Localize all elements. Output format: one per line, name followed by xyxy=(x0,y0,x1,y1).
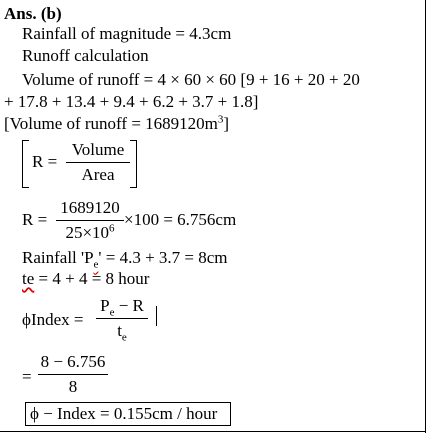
left-bracket xyxy=(22,140,29,188)
final-answer: ϕ − Index = 0.155cm / hour xyxy=(30,404,218,423)
eq2-fraction-bar xyxy=(56,220,124,221)
rainfall-line: Rainfall of magnitude = 4.3cm xyxy=(22,24,232,43)
eq4-fraction xyxy=(38,352,108,397)
eq3-lhs: ϕIndex = xyxy=(22,310,84,329)
eq2-denominator: $25\times 10^6$ xyxy=(65,222,115,242)
volume-runoff-line-2: + 17.8 + 13.4 + 9.4 + 6.2 + 3.7 + 1.8] xyxy=(4,92,259,111)
answer-heading: Ans. (b) xyxy=(4,4,62,23)
eq2-lhs: R = xyxy=(22,210,48,229)
eq3-numerator: $P_e - R$ xyxy=(100,296,144,319)
eq4-denominator: 8 xyxy=(68,377,78,396)
eq4-fraction-bar xyxy=(38,374,108,375)
eq2-numerator: 1689120 xyxy=(60,198,120,217)
eq3-denominator: $t_e$ xyxy=(117,321,127,344)
eq1-fraction xyxy=(66,140,130,185)
rainfall-pe-line: Rainfall '$P_e' = 4.3 + 3.7 = 8cm$ xyxy=(22,248,228,271)
eq1-lhs: R = xyxy=(32,152,58,171)
eq3-fraction xyxy=(96,296,148,344)
frame-right-border xyxy=(425,0,426,433)
runoff-calculation-label: Runoff calculation xyxy=(22,46,149,65)
text-cursor xyxy=(156,306,157,326)
eq1-fraction-bar xyxy=(66,162,130,163)
eq4-numerator: 8 − 6.756 xyxy=(40,352,106,371)
eq2-rhs: ×100 = 6.756cm xyxy=(124,210,237,229)
volume-runoff-result: [Volume of runoff = $1689120m^3$] xyxy=(4,113,230,133)
right-bracket xyxy=(130,140,137,188)
te-line: te = 4 + 4 = 8 hour xyxy=(22,269,150,288)
volume-runoff-line-1: Volume of runoff = 4 × 60 × 60 [9 + 16 + 20 + 20 xyxy=(22,70,360,89)
eq4-lhs: = xyxy=(22,367,32,386)
eq2-fraction xyxy=(56,198,124,243)
eq3-fraction-bar xyxy=(96,318,148,319)
eq1-numerator: Volume xyxy=(71,140,125,159)
eq1-denominator: Area xyxy=(81,165,115,184)
frame-bottom-border xyxy=(0,431,426,432)
